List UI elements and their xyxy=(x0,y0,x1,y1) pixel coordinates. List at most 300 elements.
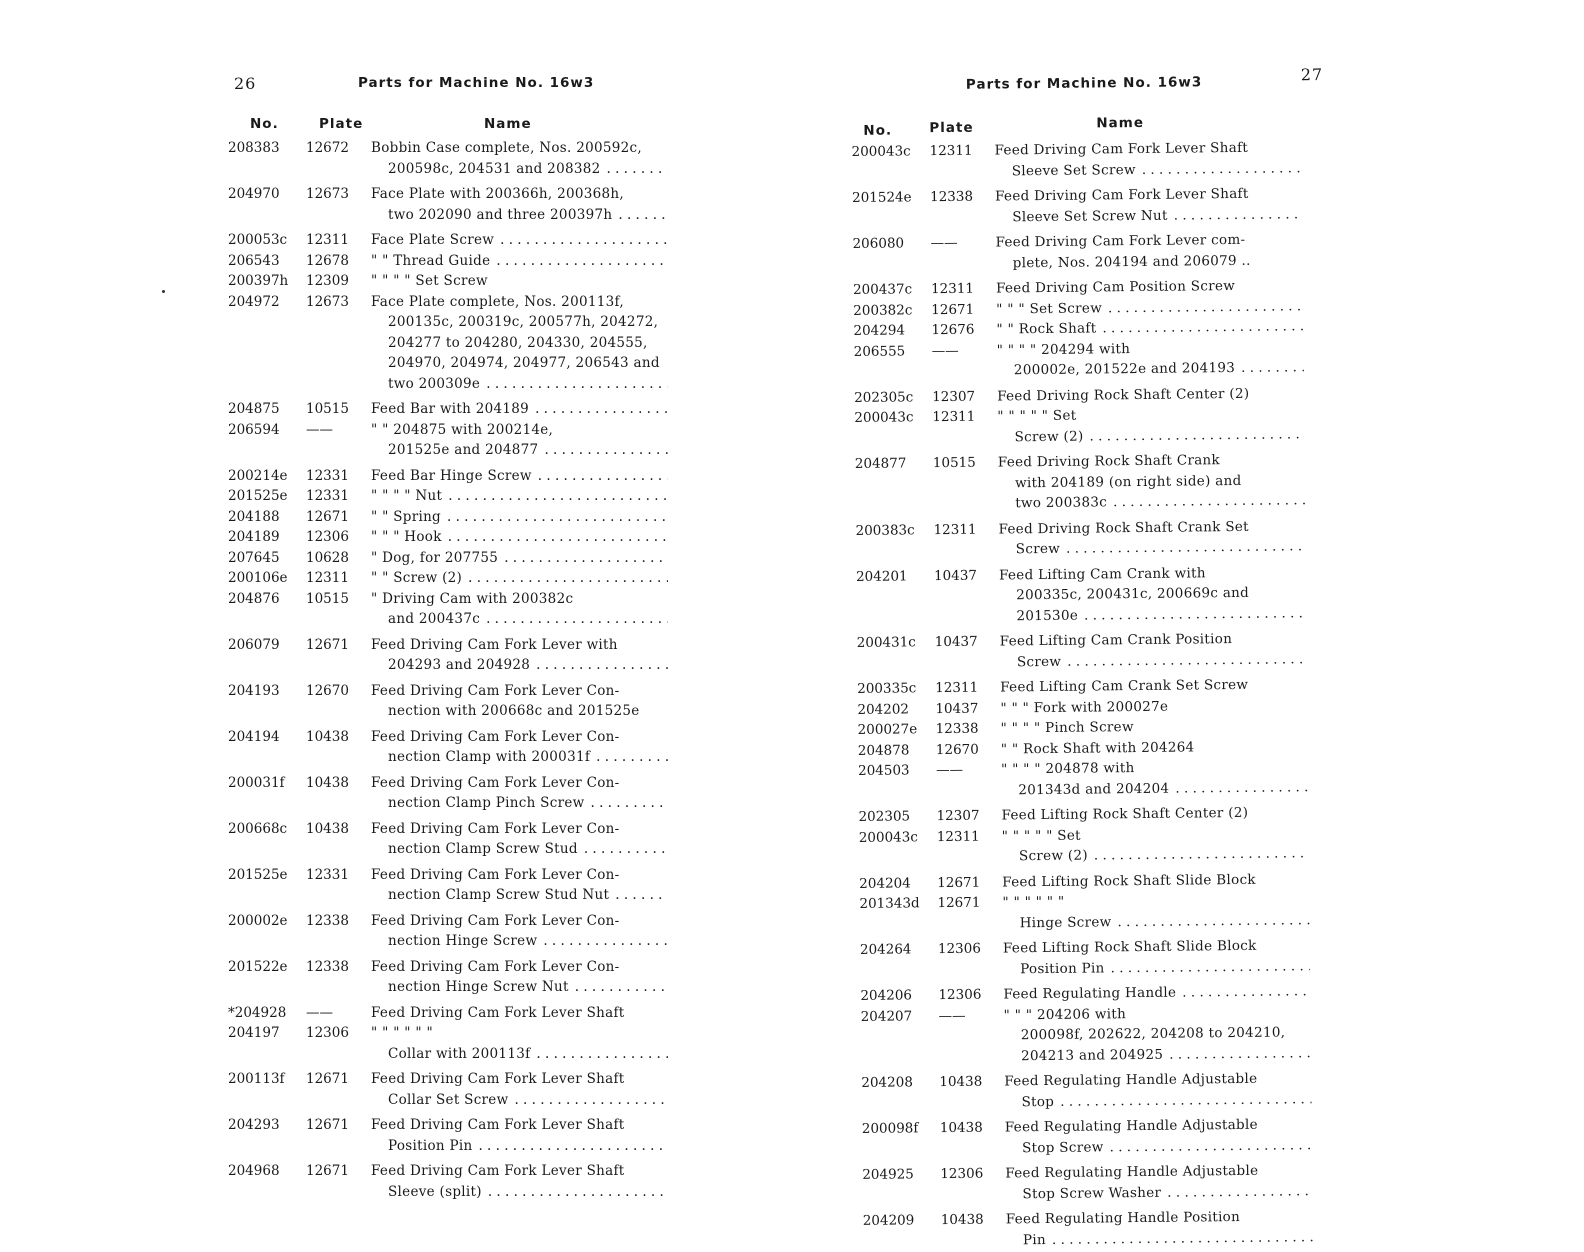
part-number: 204204 xyxy=(859,874,911,892)
part-name xyxy=(371,466,668,487)
part-name-text: Screw (2) xyxy=(1018,847,1088,865)
part-name xyxy=(994,137,1301,181)
dot-leader xyxy=(468,568,668,589)
part-name xyxy=(1002,889,1309,933)
part-name-line xyxy=(371,681,668,702)
part-number: 204876 xyxy=(228,590,280,607)
part-name-text: " " " " Pinch Screw xyxy=(1000,719,1134,737)
part-name-text: " " Thread Guide xyxy=(371,252,491,269)
part-name xyxy=(371,568,668,589)
plate-number: 12671 xyxy=(306,1163,349,1179)
part-number: 204264 xyxy=(859,941,912,958)
plate-number: 12338 xyxy=(306,912,349,929)
column-header-no: No. xyxy=(863,122,893,139)
part-name-line xyxy=(1005,1181,1312,1205)
dot-leader xyxy=(1060,1089,1312,1112)
part-name-line xyxy=(1000,649,1307,673)
part-row xyxy=(228,507,668,528)
dot-leader xyxy=(1117,910,1309,933)
part-row xyxy=(859,889,1309,935)
part-name-text: " " Screw (2) xyxy=(371,570,463,586)
plate-number: 12671 xyxy=(306,508,349,525)
plate-number: 12306 xyxy=(306,529,349,545)
part-name-text: nection Clamp with 200031f xyxy=(388,749,591,765)
part-row xyxy=(228,420,668,461)
part-name-text: plete, Nos. 204194 and 206079 .. xyxy=(1012,252,1251,271)
part-name xyxy=(371,548,668,569)
part-name-text: 200598c, 204531 and 208382 xyxy=(388,160,601,177)
part-row xyxy=(228,1003,668,1024)
dot-leader xyxy=(1241,357,1304,378)
part-name-line xyxy=(371,589,668,610)
part-number: 204877 xyxy=(854,455,907,472)
part-name-text: Feed Driving Cam Fork Lever Con- xyxy=(371,958,620,975)
part-name-line xyxy=(371,312,668,333)
part-name-text: Collar with 200113f xyxy=(388,1045,531,1062)
dot-leader xyxy=(447,507,668,528)
part-number: 200431c xyxy=(856,634,916,651)
part-name xyxy=(1001,756,1308,800)
part-name-line xyxy=(371,205,668,226)
part-number: 200098f xyxy=(861,1120,919,1137)
part-name-text: Screw (2) xyxy=(1014,428,1084,445)
part-name-text: " " " " 204294 with xyxy=(996,340,1131,358)
part-name xyxy=(998,516,1305,560)
part-name xyxy=(371,292,668,395)
part-name-line xyxy=(371,374,668,395)
plate-number: 12678 xyxy=(306,252,349,269)
part-name-text: Feed Driving Cam Fork Lever Shaft xyxy=(994,139,1249,159)
part-row xyxy=(228,819,668,860)
column-header-plate: Plate xyxy=(929,119,974,137)
dot-leader xyxy=(607,159,668,180)
part-name-text: Feed Driving Cam Fork Lever Shaft xyxy=(371,1163,625,1179)
part-number: 200053c xyxy=(228,232,288,248)
part-row xyxy=(857,628,1307,674)
part-name xyxy=(371,635,668,676)
part-name-text: 201530e xyxy=(1016,607,1079,624)
dot-leader xyxy=(538,466,668,487)
part-name-text: two 200309e xyxy=(388,375,481,392)
part-name-line xyxy=(371,931,668,952)
part-row xyxy=(855,516,1305,562)
dot-leader xyxy=(486,374,668,395)
part-name-text: Feed Driving Cam Fork Lever Shaft xyxy=(371,1117,625,1133)
dot-leader xyxy=(584,839,668,860)
plate-number: 12331 xyxy=(306,467,349,484)
part-number: 201343d xyxy=(859,895,920,912)
part-name-text: nection Clamp Screw Stud Nut xyxy=(388,887,610,903)
part-number: 204194 xyxy=(228,728,280,745)
part-name-line xyxy=(371,957,668,978)
column-header-name: Name xyxy=(1096,114,1145,132)
part-row xyxy=(862,1160,1312,1206)
plate-number: —— xyxy=(931,342,959,359)
dot-leader xyxy=(1111,956,1311,979)
part-number: 200106e xyxy=(228,570,288,586)
part-row xyxy=(852,229,1302,275)
part-name xyxy=(997,403,1304,447)
part-name xyxy=(371,486,668,507)
part-name xyxy=(1006,1206,1313,1250)
plate-number: 12673 xyxy=(306,293,349,310)
part-name-line xyxy=(371,727,668,748)
part-number: 204208 xyxy=(861,1074,913,1091)
part-row xyxy=(860,935,1310,981)
plate-number: 12331 xyxy=(306,866,349,883)
plate-number: 12671 xyxy=(306,636,349,653)
plate-number: 10437 xyxy=(934,633,978,651)
part-name xyxy=(371,507,668,528)
part-row xyxy=(228,138,668,179)
part-name-text: " " " " Set Screw xyxy=(371,273,488,289)
part-number: 204878 xyxy=(857,741,910,759)
part-name-text: nection Clamp Pinch Screw xyxy=(388,795,585,811)
part-name-text: nection with 200668c and 201525e xyxy=(388,703,640,719)
part-name xyxy=(1004,1068,1311,1112)
plate-number: 12671 xyxy=(931,301,975,318)
part-name xyxy=(371,230,668,251)
part-name-line xyxy=(1003,910,1310,934)
part-name-text: Feed Driving Cam Fork Lever with xyxy=(371,636,618,653)
plate-number: —— xyxy=(306,1004,333,1021)
part-name-line xyxy=(997,357,1304,381)
plate-number: 12311 xyxy=(930,280,975,298)
part-number: 204503 xyxy=(857,762,910,779)
part-name-text: Stop xyxy=(1021,1093,1055,1110)
part-number: 201525e xyxy=(228,488,288,504)
part-name-text: Feed Regulating Handle Position xyxy=(1005,1208,1241,1228)
running-head: Parts for Machine No. 16w3 xyxy=(965,74,1203,93)
part-name-line xyxy=(371,819,668,840)
scan-speck xyxy=(162,290,165,293)
plate-number: 12306 xyxy=(938,986,982,1004)
part-name xyxy=(1002,823,1309,867)
page-number: 27 xyxy=(1300,65,1324,85)
part-name xyxy=(371,271,668,292)
part-number: 204209 xyxy=(862,1212,915,1229)
dot-leader xyxy=(1102,316,1303,339)
part-row xyxy=(228,292,668,395)
part-name xyxy=(371,1115,668,1156)
part-name-text: Face Plate with 200366h, 200368h, xyxy=(371,186,625,202)
part-number: 201522e xyxy=(228,958,288,975)
part-row xyxy=(851,137,1301,183)
part-name xyxy=(371,1069,668,1110)
dot-leader xyxy=(1108,296,1303,319)
plate-number: 12311 xyxy=(929,142,973,160)
plate-number: 10515 xyxy=(932,454,976,472)
part-name-line xyxy=(371,1090,668,1111)
part-name-text: " " " Fork with 200027e xyxy=(1000,698,1169,716)
part-name-text: Collar Set Screw xyxy=(388,1091,509,1108)
part-number: 204925 xyxy=(862,1166,914,1183)
part-name xyxy=(371,819,668,860)
part-number: 206555 xyxy=(853,342,906,360)
part-name-text: 201525e and 204877 xyxy=(388,442,539,458)
part-row xyxy=(854,403,1304,449)
dot-leader xyxy=(615,885,668,906)
part-name-text: " " " " " " xyxy=(371,1025,434,1041)
part-name-text: Sleeve Set Screw xyxy=(1011,161,1136,179)
part-name-line xyxy=(371,466,668,487)
part-name-line xyxy=(371,1044,668,1065)
part-name-text: Pin xyxy=(1022,1231,1047,1248)
part-name-text: Feed Regulating Handle Adjustable xyxy=(1005,1162,1259,1182)
part-name-text: 204970, 204974, 204977, 206543 and xyxy=(388,355,660,371)
plate-number: —— xyxy=(938,1007,966,1024)
dot-leader xyxy=(1052,1227,1313,1250)
plate-number: 10515 xyxy=(306,590,349,607)
part-name-text: Feed Driving Rock Shaft Center (2) xyxy=(997,385,1250,404)
part-name-text: 204213 and 204925 xyxy=(1020,1046,1164,1064)
plate-number: 12307 xyxy=(936,807,980,825)
part-name-line xyxy=(371,353,668,374)
plate-number: 10438 xyxy=(306,728,349,745)
dot-leader xyxy=(1175,777,1308,799)
part-name-line xyxy=(371,292,668,313)
plate-number: 12306 xyxy=(940,1165,984,1183)
part-number: 204875 xyxy=(228,401,280,417)
plate-number: 12311 xyxy=(935,679,979,697)
part-row xyxy=(856,562,1307,628)
plate-number: 12331 xyxy=(306,488,349,504)
plate-number: 12338 xyxy=(306,958,349,975)
dot-leader xyxy=(618,205,668,226)
column-header-plate: Plate xyxy=(319,116,364,132)
part-name-text: Feed Lifting Cam Crank Position xyxy=(999,631,1233,650)
part-name-line xyxy=(371,1023,668,1044)
part-name-text: 200098f, 202622, 204208 to 204210, xyxy=(1020,1024,1286,1044)
part-number: 204207 xyxy=(860,1007,913,1025)
part-name-line xyxy=(371,527,668,548)
part-number: 204202 xyxy=(857,700,910,718)
dot-leader xyxy=(596,747,668,768)
plate-number: —— xyxy=(935,761,964,779)
part-name-text: with 204189 (on right side) and xyxy=(1014,472,1242,491)
part-name-text: Feed Lifting Rock Shaft Slide Block xyxy=(1002,937,1257,957)
part-name-text: Position Pin xyxy=(1020,959,1105,977)
part-number: 200043c xyxy=(858,828,918,846)
part-number: *204928 xyxy=(228,1004,287,1021)
part-name-text: Feed Driving Cam Fork Lever Con- xyxy=(371,774,620,791)
part-name-text: Sleeve (split) xyxy=(388,1183,482,1200)
part-number: 200043c xyxy=(854,409,914,426)
part-row xyxy=(228,527,668,548)
part-name-text: two 202090 and three 200397h xyxy=(388,206,613,223)
part-name xyxy=(371,1161,668,1202)
part-name xyxy=(371,184,668,225)
part-name-text: nection Hinge Screw Nut xyxy=(388,979,569,995)
plate-number: 10628 xyxy=(306,549,349,566)
part-row xyxy=(228,230,668,251)
plate-number: 10438 xyxy=(940,1211,984,1229)
part-number: 204189 xyxy=(228,529,280,545)
part-name-text: Feed Driving Cam Fork Lever com- xyxy=(995,231,1246,251)
part-name-line xyxy=(371,977,668,998)
dot-leader xyxy=(478,1136,668,1157)
part-name-text: Feed Driving Cam Position Screw xyxy=(995,277,1236,297)
column-header-name: Name xyxy=(484,116,532,132)
part-name-line xyxy=(371,568,668,589)
dot-leader xyxy=(543,931,668,952)
dot-leader xyxy=(514,1090,668,1111)
part-name-text: 200135c, 200319c, 200577h, 204272, xyxy=(388,314,659,330)
part-name-text: Stop Screw Washer xyxy=(1022,1184,1162,1202)
part-number: 202305c xyxy=(854,388,914,406)
part-number: 200335c xyxy=(857,680,917,697)
parts-list xyxy=(228,138,668,1202)
part-name-line xyxy=(371,548,668,569)
part-number: 204188 xyxy=(228,508,280,525)
part-name-line xyxy=(371,1115,668,1136)
part-number: 200437c xyxy=(852,281,913,298)
part-name xyxy=(371,251,668,272)
part-number: 208383 xyxy=(228,140,280,156)
dot-leader xyxy=(1169,1043,1311,1065)
part-name-text: Feed Lifting Rock Shaft Slide Block xyxy=(1002,871,1256,890)
part-name-text: Screw xyxy=(1015,540,1061,558)
part-row xyxy=(861,1068,1311,1114)
part-row xyxy=(228,727,668,768)
part-number: 200027e xyxy=(857,721,918,738)
part-number: 204293 xyxy=(228,1117,280,1133)
plate-number: 12670 xyxy=(935,741,979,758)
part-name-line xyxy=(371,1003,668,1024)
part-number: 204970 xyxy=(228,186,280,202)
part-name-line xyxy=(371,839,668,860)
part-number: 200668c xyxy=(228,820,288,837)
dot-leader xyxy=(1167,1181,1312,1203)
part-name-line xyxy=(1004,1043,1311,1067)
part-row xyxy=(228,184,668,225)
part-number: 204972 xyxy=(228,293,280,310)
part-name xyxy=(1005,1160,1312,1204)
dot-leader xyxy=(488,1182,668,1203)
part-number: 206594 xyxy=(228,421,280,438)
dot-leader xyxy=(536,1044,668,1065)
column-header-no: No. xyxy=(250,116,279,132)
plate-number: 10438 xyxy=(306,820,349,837)
plate-number: 12306 xyxy=(937,940,981,958)
part-name-text: 200335c, 200431c, 200669c and xyxy=(1016,584,1250,604)
part-row xyxy=(228,399,668,420)
plate-number: —— xyxy=(306,421,333,438)
part-name-line xyxy=(371,184,668,205)
part-name-text: Feed Driving Cam Fork Lever Con- xyxy=(371,820,620,837)
part-name-text: Face Plate Screw xyxy=(371,232,495,248)
part-number: 200383c xyxy=(855,521,915,539)
part-name-text: 204293 and 204928 xyxy=(388,657,531,673)
part-row xyxy=(228,1115,668,1156)
plate-number: —— xyxy=(930,234,958,252)
part-name-line xyxy=(371,333,668,354)
part-name-line xyxy=(1002,843,1309,867)
part-name-line xyxy=(371,655,668,676)
part-name xyxy=(371,957,668,998)
plate-number: 10437 xyxy=(933,567,978,584)
part-number: 202305 xyxy=(858,808,911,825)
part-name-text: " " " Hook xyxy=(371,529,442,545)
part-row xyxy=(863,1206,1313,1252)
part-name-text: Feed Lifting Rock Shaft Center (2) xyxy=(1001,804,1249,824)
part-name xyxy=(999,562,1307,627)
part-name-text: Feed Lifting Cam Crank Set Screw xyxy=(1000,676,1249,696)
part-number: 200113f xyxy=(228,1071,285,1087)
part-row xyxy=(859,823,1309,869)
part-name-text: Feed Driving Cam Fork Lever Shaft xyxy=(371,1071,625,1087)
part-number: 206543 xyxy=(228,252,280,269)
part-name-line xyxy=(371,1161,668,1182)
dot-leader xyxy=(448,486,668,507)
part-number: 204201 xyxy=(855,567,908,585)
part-name-text: Hinge Screw xyxy=(1019,913,1112,931)
part-name xyxy=(371,727,668,768)
dot-leader xyxy=(575,977,668,998)
part-name-line xyxy=(371,911,668,932)
part-name-line xyxy=(995,158,1302,182)
dot-leader xyxy=(1182,981,1310,1003)
part-name-line xyxy=(996,250,1303,274)
part-name-text: " " " " " " xyxy=(1002,893,1065,911)
part-name-line xyxy=(371,440,668,461)
part-number: 200031f xyxy=(228,774,285,791)
part-name-text: Screw xyxy=(1016,653,1062,670)
plate-number: 10438 xyxy=(306,774,349,791)
part-name-text: and 200437c xyxy=(388,611,481,627)
part-name-text: Feed Regulating Handle Adjustable xyxy=(1004,1070,1258,1090)
part-name-text: Feed Driving Cam Fork Lever Shaft xyxy=(994,185,1249,205)
dot-leader xyxy=(504,548,668,569)
part-name-line xyxy=(371,865,668,886)
part-name xyxy=(371,1003,668,1024)
part-name-line xyxy=(1004,1089,1311,1113)
part-number: 200214e xyxy=(228,467,288,484)
part-name-line xyxy=(371,230,668,251)
part-name xyxy=(371,865,668,906)
plate-number: 12676 xyxy=(931,321,975,339)
part-name-text: Sleeve Set Screw Nut xyxy=(1012,207,1168,225)
plate-number: 12338 xyxy=(929,188,974,206)
part-row xyxy=(862,1114,1312,1160)
dot-leader xyxy=(1113,490,1305,513)
part-name-line xyxy=(1006,1227,1313,1251)
part-name-text: 200002e, 201522e and 204193 xyxy=(1013,359,1236,379)
plate-number: 12673 xyxy=(306,186,349,202)
part-name xyxy=(371,681,668,722)
part-name-text: Feed Driving Cam Fork Lever Con- xyxy=(371,866,620,883)
plate-number: 12311 xyxy=(933,521,977,538)
part-number: 200043c xyxy=(851,143,911,160)
part-name xyxy=(371,1023,668,1064)
dot-leader xyxy=(1089,424,1304,447)
part-row xyxy=(228,271,668,292)
part-name-line xyxy=(371,1136,668,1157)
plate-number: 12670 xyxy=(306,682,349,699)
dot-leader xyxy=(544,440,668,461)
part-name-text: Feed Driving Rock Shaft Crank Set xyxy=(998,518,1249,537)
dot-leader xyxy=(1142,158,1302,180)
part-row xyxy=(228,486,668,507)
part-name-line xyxy=(995,204,1302,228)
part-row xyxy=(228,911,668,952)
plate-number: 10437 xyxy=(935,700,979,717)
part-name-line xyxy=(371,793,668,814)
dot-leader xyxy=(1067,649,1307,672)
part-name xyxy=(1004,1002,1312,1067)
part-name-text: " Dog, for 207755 xyxy=(371,549,499,566)
part-name-text: nection Hinge Screw xyxy=(388,933,538,949)
